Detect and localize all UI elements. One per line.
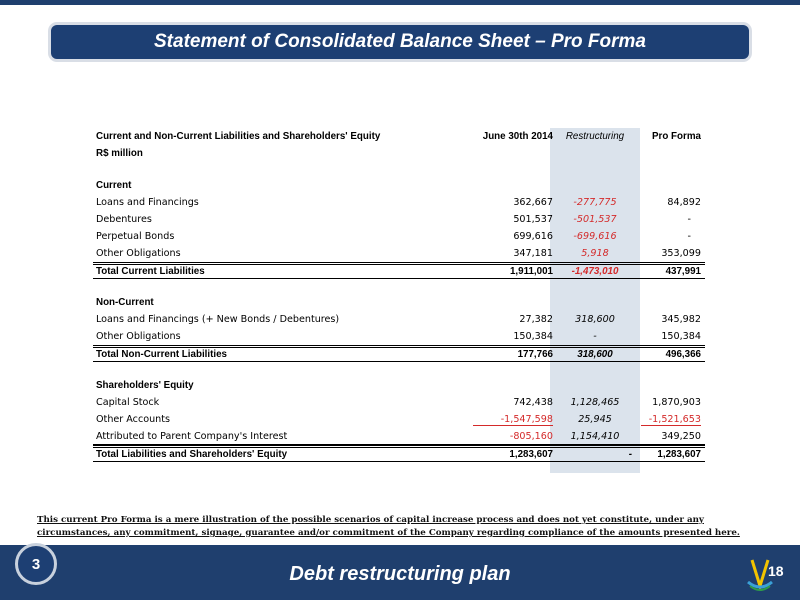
col-header-proforma: Pro Forma [652,131,701,142]
section-title-noncurrent: Non-Current [96,297,154,308]
grand-total-row: Total Liabilities and Shareholders' Equity 1,283,607 - 1,283,607 [93,445,705,462]
section-title-current: Current [96,180,132,191]
table-row: Perpetual Bonds 699,616 -699,616 - [96,231,691,242]
unit-row [93,145,705,162]
table-row: Attributed to Parent Company's Interest -805,160 1,154,410 349,250 [93,428,705,445]
table-row: Capital Stock 742,438 1,128,465 1,870,903 [96,397,701,408]
page-number: 18 [768,563,784,579]
top-accent-bar [0,0,800,5]
table-row: Debentures 501,537 -501,537 - [96,214,691,225]
section-title-equity: Shareholders' Equity [96,380,194,391]
page-title: Statement of Consolidated Balance Sheet – Pro Forma [154,31,646,52]
balance-sheet-table [93,128,705,462]
total-row-noncurrent: Total Non-Current Liabilities 177,766 318,600 496,366 [93,345,705,362]
table-row: Other Obligations 150,384 - 150,384 [96,331,701,342]
table-row: Other Obligations 347,181 5,918 353,099 [96,248,701,259]
disclaimer-text: This current Pro Forma is a mere illustration of the possible scenarios of capital increase process and does not yet constitute, under any circumstances, any commitment, signage, guarantee and/or commitment of the Company regarding compliance of the amounts presented here. [37,515,740,538]
col-header-restructuring: Restructuring [565,131,625,142]
table-heading: Current and Non-Current Liabilities and Shareholders' Equity [96,131,381,142]
title-banner [51,25,749,59]
table-row: Loans and Financings 362,667 -277,775 84,892 [96,197,701,208]
footer-title: Debt restructuring plan [289,563,511,585]
unit-label: R$ million [96,148,143,159]
total-row-current: Total Current Liabilities 1,911,001 -1,473,010 437,991 [93,262,705,279]
table-header-row [93,128,705,145]
table-row: Other Accounts -1,547,598 25,945 -1,521,653 [96,413,701,425]
table-row: Loans and Financings (+ New Bonds / Debentures) 27,382 318,600 345,982 [96,314,701,325]
section-number-badge: 3 [15,543,57,585]
col-header-june: June 30th 2014 [482,131,553,142]
